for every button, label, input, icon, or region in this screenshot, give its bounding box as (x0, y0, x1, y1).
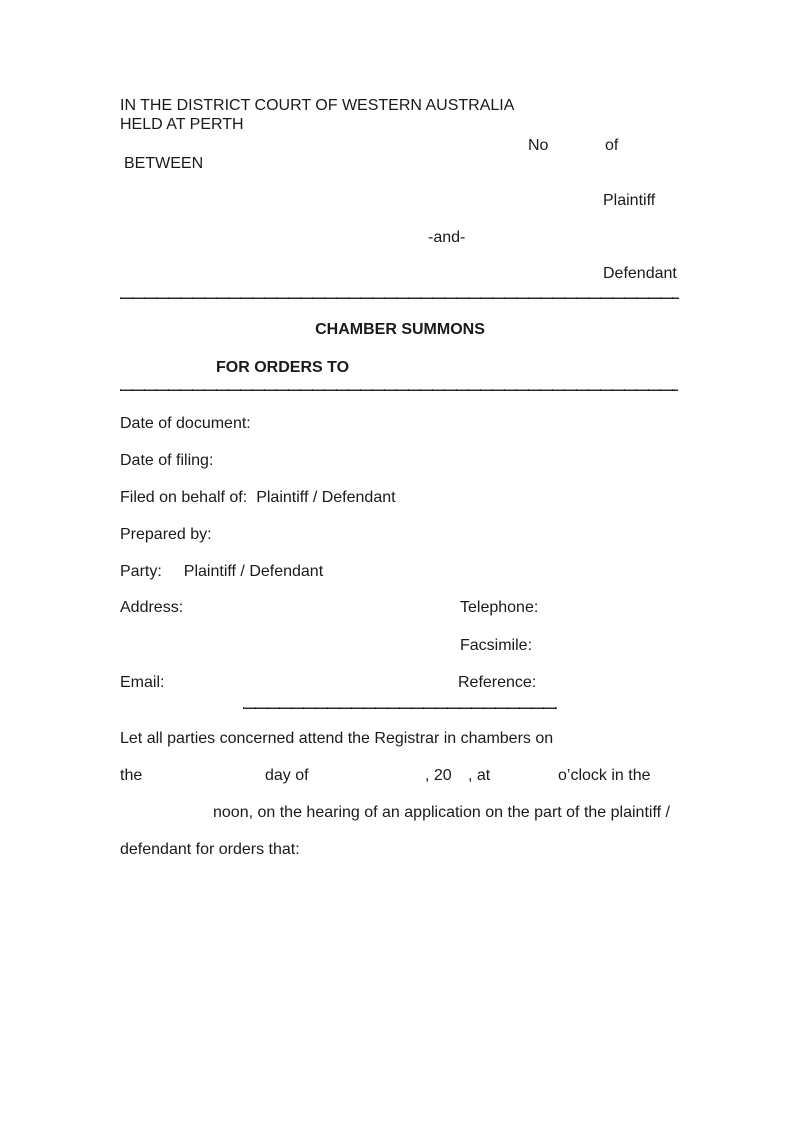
reference-label: Reference: (458, 674, 537, 691)
party-value: Plaintiff / Defendant (183, 563, 324, 580)
defendant-label: Defendant (603, 265, 677, 282)
case-number-of-label: of (605, 137, 619, 154)
date-time-oclock: o’clock in the (558, 767, 651, 784)
details-underline (243, 707, 557, 709)
case-number-label: No (528, 137, 549, 154)
date-time-line (120, 766, 680, 785)
date-of-document-label: Date of document: (120, 415, 251, 432)
document-title: CHAMBER SUMMONS (315, 321, 485, 338)
telephone-label: Telephone: (460, 599, 539, 616)
date-of-filing-label: Date of filing: (120, 452, 214, 469)
separator-line-bottom (120, 389, 678, 391)
date-time-year-prefix: , 20 (425, 767, 452, 784)
orders-line: defendant for orders that: (120, 841, 300, 858)
date-time-day-of: day of (265, 767, 309, 784)
between-label: BETWEEN (124, 155, 204, 172)
noon-hearing-line: noon, on the hearing of an application on the part of the plaintiff / (213, 804, 670, 821)
email-label: Email: (120, 674, 165, 691)
document-subtitle: FOR ORDERS TO (216, 359, 350, 376)
filed-on-behalf-value: Plaintiff / Defendant (256, 489, 396, 506)
date-time-at: , at (468, 767, 491, 784)
prepared-by-label: Prepared by: (120, 526, 212, 543)
court-location: HELD AT PERTH (120, 116, 244, 133)
plaintiff-label: Plaintiff (603, 192, 656, 209)
court-heading (120, 96, 514, 134)
separator-line-top (120, 297, 679, 299)
date-time-word-the: the (120, 767, 143, 784)
filed-on-behalf-row (120, 488, 396, 507)
attendance-line: Let all parties concerned attend the Registrar in chambers on (120, 730, 554, 747)
filed-on-behalf-label: Filed on behalf of: (120, 489, 248, 506)
and-separator: -and- (428, 229, 466, 246)
court-name: IN THE DISTRICT COURT OF WESTERN AUSTRALIA (120, 97, 515, 114)
address-label: Address: (120, 599, 184, 616)
party-label: Party: (120, 563, 162, 580)
party-row (120, 562, 323, 581)
facsimile-label: Facsimile: (460, 637, 533, 654)
